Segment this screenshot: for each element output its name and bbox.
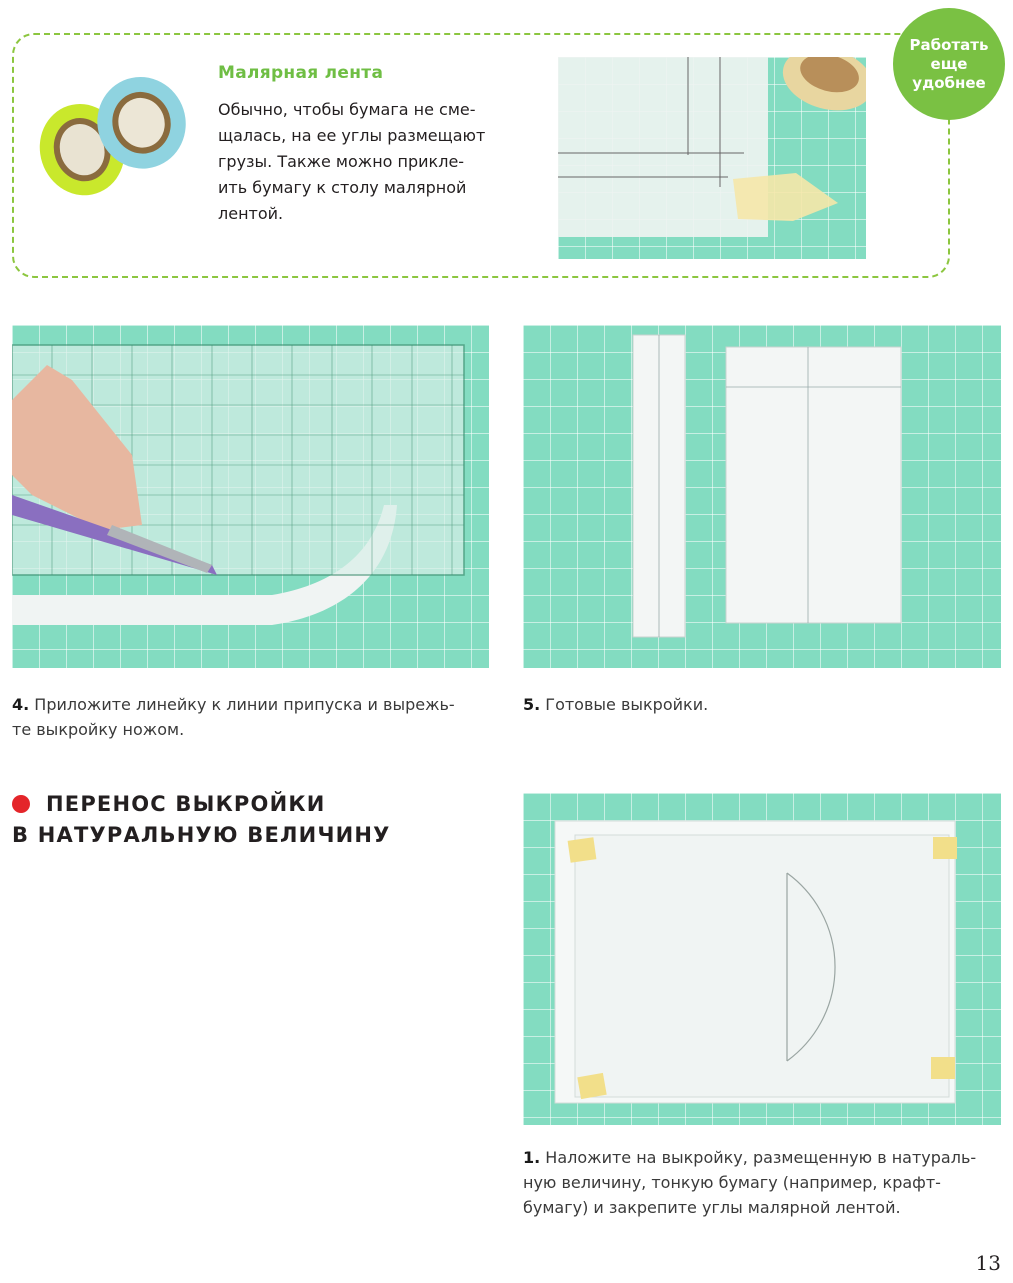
masking-tape-rolls-image [25,58,205,198]
section-heading: ПЕРЕНОС ВЫКРОЙКИ В НАТУРАЛЬНУЮ ВЕЛИЧИНУ [12,792,391,847]
step-5-caption: 5. Готовые выкройки. [523,695,709,714]
finished-patterns-photo [523,325,1001,668]
step-1-caption: 1. Наложите на выкройку, размещенную в натураль- ную величину, тонкую бумагу (например, крафт- бумагу) и закрепите углы малярной лентой. [523,1148,977,1217]
page-number: 13 [975,1251,1001,1275]
cutting-photo [12,325,489,668]
step-4-caption: 4. Приложите линейку к линии припуска и вырежь- те выкройку ножом. [12,695,455,739]
tip-title: Малярная лента [218,63,384,83]
taped-paper-photo [558,57,866,259]
tip-badge: Работать еще удобнее [893,8,1005,120]
tip-text: Обычно, чтобы бумага не сме- щалась, на ее углы размещают грузы. Также можно прикле- ить бумагу к столу малярной лентой. [218,100,486,223]
tracing-paper-photo [523,793,1001,1125]
